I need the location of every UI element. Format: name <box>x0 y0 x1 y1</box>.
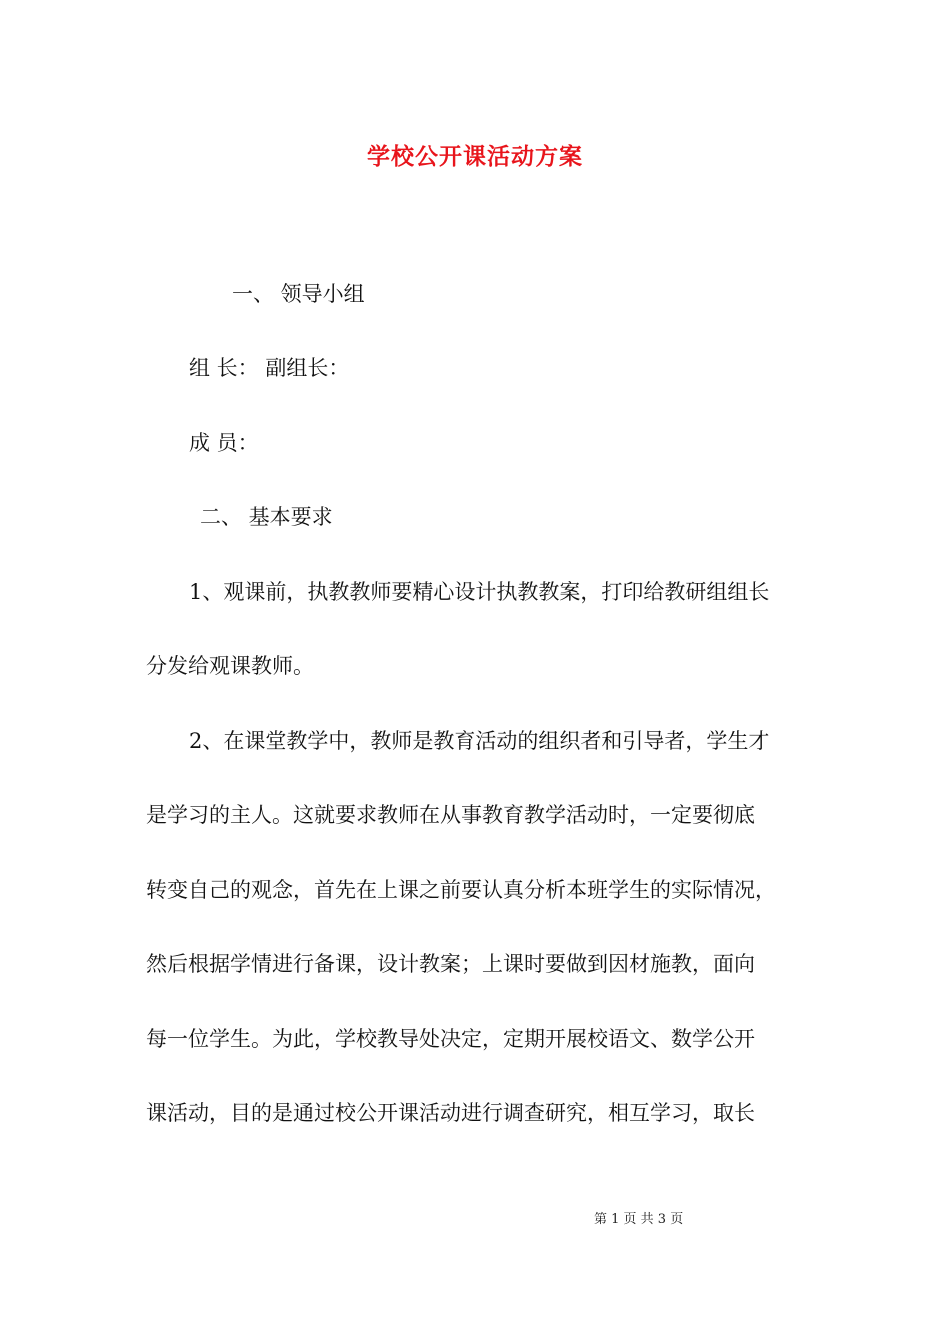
paragraph-line: 然后根据学情进行备课，设计教案；上课时要做到因材施教，面向 <box>146 952 755 976</box>
members-line: 成 员： <box>189 431 259 455</box>
paragraph-line: 2、在课堂教学中，教师是教育活动的组织者和引导者，学生才 <box>189 729 770 753</box>
leader-line: 组 长： 副组长： <box>189 356 350 380</box>
paragraph-line: 是学习的主人。这就要求教师在从事教育教学活动时，一定要彻底 <box>146 803 755 827</box>
section-heading-leadership: 一、 领导小组 <box>232 282 365 306</box>
paragraph-line: 每一位学生。为此，学校教导处决定，定期开展校语文、数学公开 <box>146 1027 755 1051</box>
paragraph-line: 分发给观课教师。 <box>146 654 314 678</box>
paragraph-line: 转变自己的观念，首先在上课之前要认真分析本班学生的实际情况， <box>146 878 776 902</box>
paragraph-line: 1、观课前，执教教师要精心设计执教教案，打印给教研组组长 <box>189 580 770 604</box>
document-title: 学校公开课活动方案 <box>367 143 583 170</box>
paragraph-line: 课活动，目的是通过校公开课活动进行调查研究，相互学习，取长 <box>146 1101 755 1125</box>
section-heading-requirements: 二、 基本要求 <box>200 505 333 529</box>
page-number: 第 1 页 共 3 页 <box>594 1212 684 1227</box>
